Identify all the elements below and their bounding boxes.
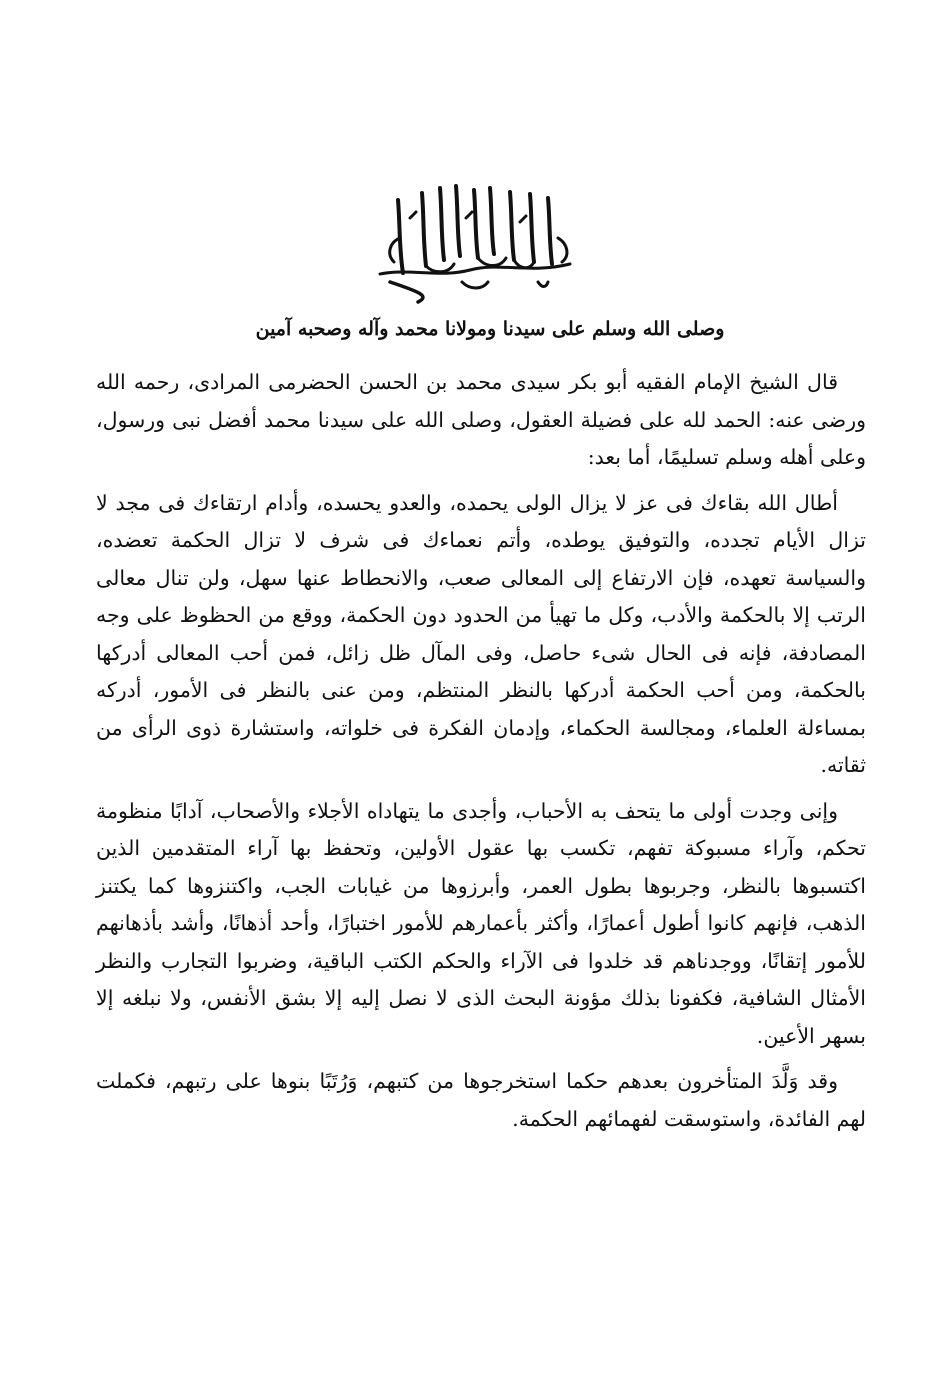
basmala-calligraphy-drawing [370, 178, 580, 308]
paragraph-collected-wisdom: وإنى وجدت أولى ما يتحف به الأحباب، وأجدى ما يتهاداه الأجلاء والأصحاب، آدابًا منظومة تحكم، وآراء مسبوكة تفهم، تكسب بها عقول الأولين، وتحفظ بها آراء المتقدمين الذين اكتسبوها بالنظر، وجربوها بطول العمر، وأبرزوها من غيابات الجب، واكتنزوها كما يكتنز الذهب، فإنهم كانوا أطول أعمارًا، وأكثر بأعمارهم للأمور اختبارًا، وأحد أذهانًا، وأشد بأذهانهم للأمور إتقانًا، ووجدناهم قد خلدوا فى الآراء والحكم الكتب الباقية، وضربوا التجارب والنظر الأمثال الشافية، فكفونا بذلك مؤونة البحث الذى لا نصل إليه إلا بشق الأنفس، ولا نبلغه إلا بسهر الأعين. [96, 798, 866, 1048]
basmala-calligraphy [370, 178, 580, 308]
paragraph-opening: قال الشيخ الإمام الفقيه أبو بكر سيدى محمد بن الحسن الحضرمى المرادى، رحمه الله ورضى عنه: الحمد لله على فضيلة العقول، وصلى الله على سيدنا محمد أفضل نبى ورسول، وعلى أهله وسلم تسليمًا، أما بعد: [96, 370, 866, 469]
paragraph-prayer-for-patron: أطال الله بقاءك فى عز لا يزال الولى يحمده، والعدو يحسده، وأدام ارتقاءك فى مجد لا تزال الأيام تجدده، والتوفيق يوطده، وأتم نعماءك فى شرف لا تزال الحكمة تعضده، والسياسة تعهده، فإن الارتفاع إلى المعالى صعب، والانحطاط عنها سهل، ولن تنال معالى الرتب إلا بالحكمة والأدب، وكل ما تهيأ من الحدود دون الحكمة، ووقع من الحظوظ على وجه المصادفة، فإنه فى الحال شىء حاصل، وفى المآل ظل زائل، فمن أحب المعالى أدركها بالحكمة، ومن أحب الحكمة أدركها بالنظر المنتظم، ومن عنى بالنظر فى الأمور، أدركه بمساءلة العلماء، ومجالسة الحكماء، وإدمان الفكرة فى خلواته، واستشارة ذوى الرأى من ثقاته. [96, 490, 866, 777]
invocation-heading: وصلى الله وسلم على سيدنا ومولانا محمد وآله وصحبه آمين [255, 318, 725, 340]
body-text [96, 364, 866, 1138]
paragraph-later-scholars: وقد وَلَّدَ المتأخرون بعدهم حكما استخرجوها من كتبهم، وَرُتَبًا بنوها على رتبهم، فكملت لهم الفائدة، واستوسقت لفهمائهم الحكمة. [96, 1069, 866, 1131]
